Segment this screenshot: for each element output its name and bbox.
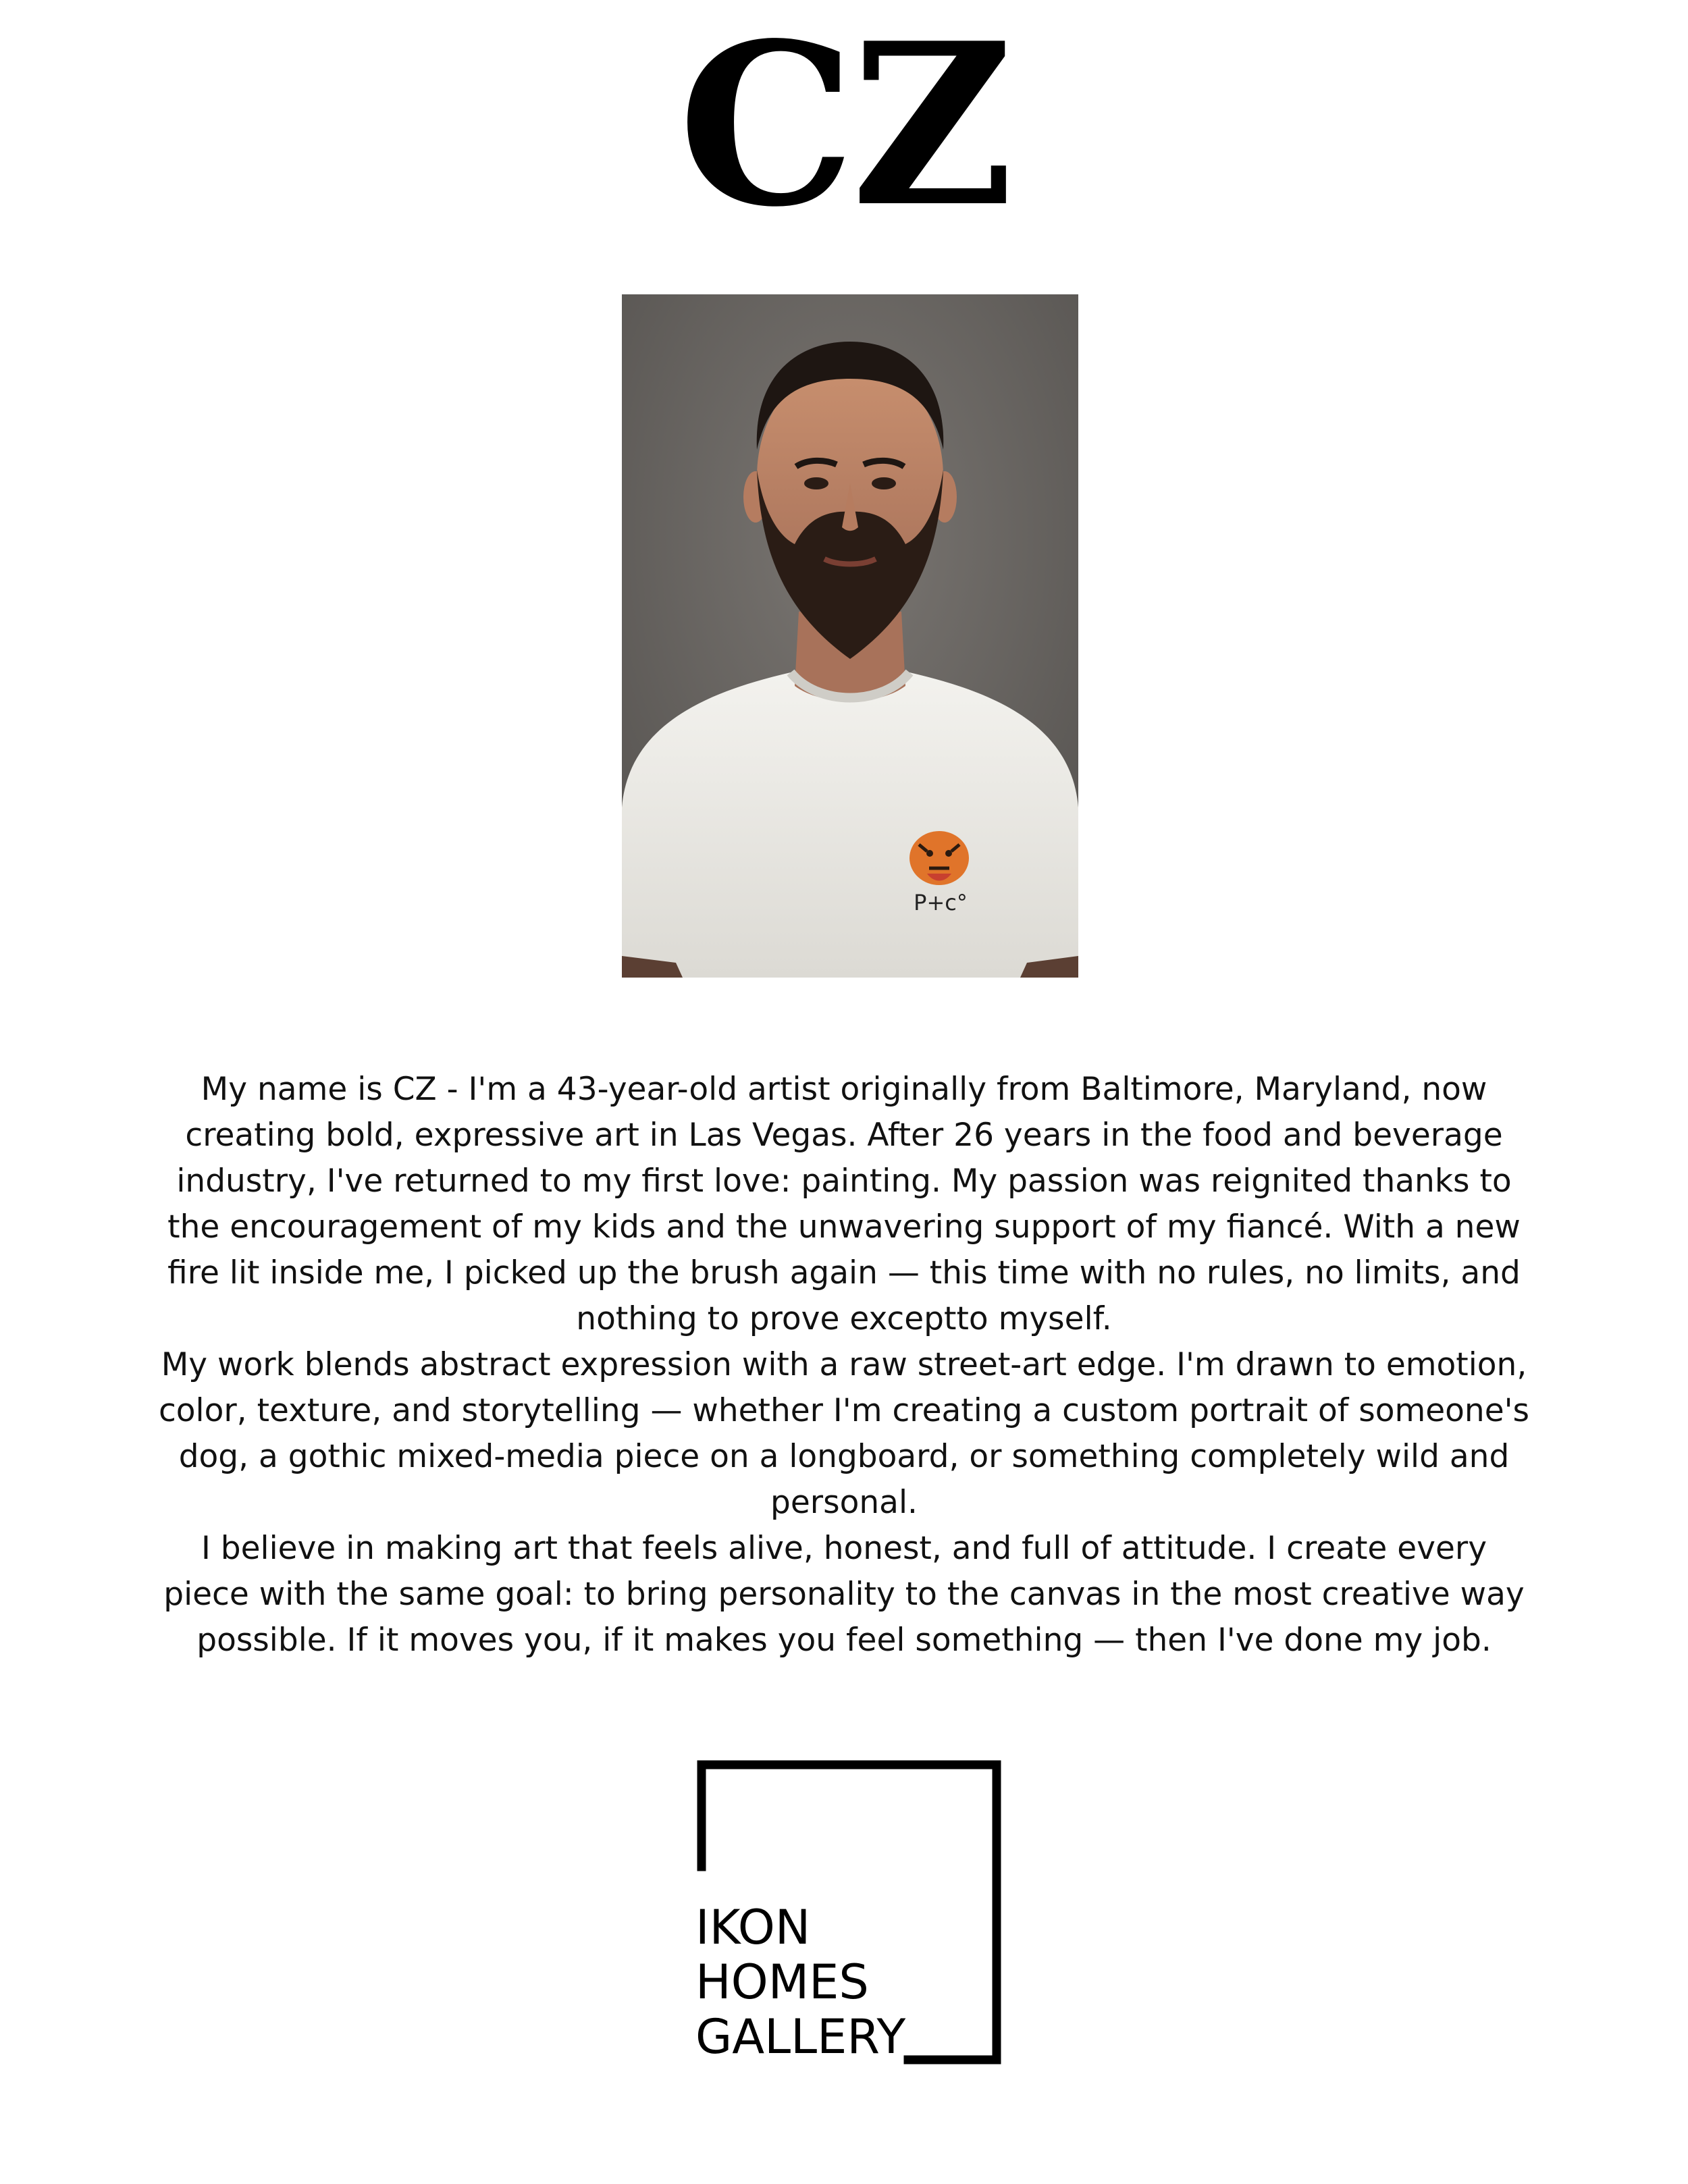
bio-paragraph: My name is CZ - I'm a 43-year-old artist originally from Baltimore, Maryland, now creating bold, expressive art in Las Vegas. After 26 years in the food and beverage industry, I've returned to my first love: painting. My passion was reignited thanks to the encouragement of my kids and the unwavering support of my fiancé. With a new fire lit inside me, I picked up the brush again — this time with no rules, no limits, and nothing to prove exceptto myself. — [167, 1071, 1521, 1337]
logo-line-ikon: IKON — [695, 1900, 811, 1955]
bio-paragraph: My work blends abstract expression with a raw street-art edge. I'm drawn to emotion, color, texture, and storytelling — whether I'm creating a custom portrait of someone's dog, a gothic mixed-media piece on a longboard, or something completely wild and personal. — [158, 1346, 1530, 1521]
logo-wordmark — [695, 1900, 905, 2065]
logo-line-gallery: GALLERY — [695, 2009, 906, 2065]
artist-bio — [155, 1067, 1533, 1663]
logo-line-homes: HOMES — [695, 1954, 869, 2010]
tiger-patch-icon — [909, 831, 969, 885]
page-title: CZ — [678, 0, 1010, 256]
gallery-logo — [695, 1759, 1003, 2066]
shirt-logo-text: P+c° — [914, 890, 968, 915]
artist-portrait — [622, 294, 1078, 978]
portrait-illustration — [622, 294, 1078, 978]
bio-paragraph: I believe in making art that feels alive, honest, and full of attitude. I create every piece with the same goal: to bring personality to the canvas in the most creative way possible. If it moves you, if it makes you feel something — then I've done my job. — [163, 1530, 1525, 1659]
